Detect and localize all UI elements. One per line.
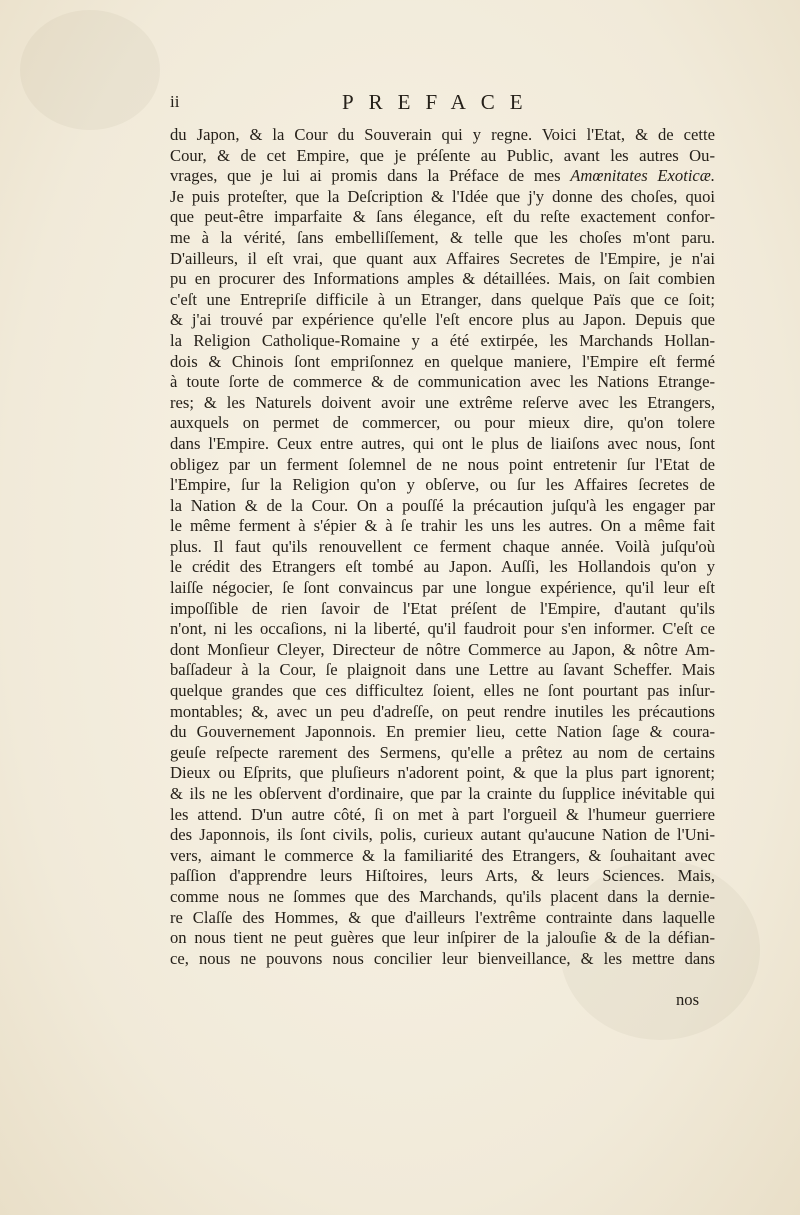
text-line: comme nous ne ſommes que des Marchands, qu'ils placent dans la dernie- [170,886,715,906]
page-header [170,92,715,122]
text-line: dans l'Empire. Ceux entre autres, qui ont le plus de liaiſons avec nous, ſont [170,433,715,453]
text-line: Je puis proteſter, que la Deſcription & l'Idée que j'y donne des choſes, quoi [170,186,715,206]
text-line: vrages, que je lui ai promis dans la Préface de mes Amœnitates Exoticæ. [170,166,716,186]
text-line: paſſion d'apprendre leurs Hiſtoires, leurs Arts, & leurs Sciences. Mais, [170,866,715,886]
text-line: n'ont, ni les occaſions, ni la liberté, qu'il faudroit pour s'en informer. C'eſt ce [170,619,715,639]
text-line: re Claſſe des Hommes, & que d'ailleurs l'extrême contrainte dans laquelle [170,907,715,927]
text-line: baſſadeur à la Cour, ſe plaignoit dans une Lettre au ſavant Scheffer. Mais [170,660,715,680]
text-line: dont Monſieur Cleyer, Directeur de nôtre Commerce au Japon, & nôtre Am- [170,639,715,659]
text-line: res; & les Naturels doivent avoir une extrême reſerve avec les Etrangers, [170,392,715,412]
body-text [170,125,715,969]
text-line: plus. Il faut qu'ils renouvellent ce ferment chaque année. Voilà juſqu'où [170,536,715,556]
text-line: D'ailleurs, il eſt vrai, que quant aux Affaires Secretes de l'Empire, je n'ai [170,248,715,268]
text-line: obligez par un ferment ſolemnel de ne nous point entretenir ſur l'Etat de [170,454,715,474]
catchword: nos [676,990,700,1009]
text-line: Cour, & de cet Empire, que je préſente au Public, avant les autres Ou- [170,145,715,165]
text-line: montables; &, avec un peu d'adreſſe, on peut rendre inutiles les précautions [170,701,715,721]
text-line: l'Empire, ſur la Religion qu'on y obſerve, ou ſur les Affaires ſecretes de [170,475,715,495]
text-line: me à la vérité, ſans embelliſſement, & telle que les choſes m'ont paru. [170,227,715,247]
text-line: la Nation & de la Cour. On a pouſſé la précaution juſqu'à les engager par [170,495,715,515]
text-line: auxquels on permet de commercer, ou pour mieux dire, qu'on tolere [170,413,715,433]
text-line: & j'ai trouvé par expérience qu'elle l'eſt encore plus au Japon. Depuis que [170,310,715,330]
book-title-italic: Amœnitates Exoticæ. [570,166,716,186]
text-line: geuſe reſpecte rarement des Sermens, qu'elle a prêtez au nom de certains [170,742,715,762]
text-line: c'eſt une Entrepriſe difficile à un Etranger, dans quelque Païs que ce ſoit; [170,289,715,309]
text-line: à toute ſorte de commerce & de communication avec les Nations Etrange- [170,372,715,392]
text-line: laiſſe négocier, ſe ſont convaincus par une longue expérience, qu'il leur eſt [170,578,715,598]
text-line: le crédit des Etrangers eſt tombé au Japon. Auſſi, les Hollandois qu'on y [170,557,715,577]
page-number: ii [170,92,180,111]
text-line: des Japonnois, ils ſont civils, polis, curieux autant qu'aucune Nation de l'Uni- [170,825,715,845]
text-line: du Gouvernement Japonnois. En premier lieu, cette Nation ſage & coura- [170,722,715,742]
text-line: les attend. D'un autre côté, ſi on met à part l'orgueil & l'humeur guerriere [170,804,715,824]
text-line: & ils ne les obſervent d'ordinaire, que par la crainte du ſupplice inévitable qui [170,784,715,803]
text-line: ce, nous ne pouvons nous concilier leur bienveillance, & les mettre dans [170,948,715,968]
text-line: quelque grandes que ces difficultez ſoient, elles ne ſont pourtant pas inſur- [170,681,715,701]
text-line: la Religion Catholique-Romaine y a été extirpée, les Marchands Hollan- [170,330,715,350]
text-line: impoſſible de rien ſavoir de l'Etat préſent de l'Empire, d'autant qu'ils [170,598,715,618]
running-head: PREFACE [342,90,538,114]
text-line: pu en procurer des Informations amples & détaillées. Mais, on ſait combien [170,269,715,289]
text-line: le même ferment à s'épier & à ſe trahir les uns les autres. On a même fait [170,516,715,536]
text-line: que peut-être imparfaite & ſans élegance, eſt du reſte exactement confor- [170,207,715,227]
text-line: du Japon, & la Cour du Souverain qui y regne. Voici l'Etat, & de cette [170,125,715,144]
text-line: on nous tient ne peut guères que leur inſpirer de la jalouſie & de la défian- [170,928,715,948]
text-line: dois & Chinois ſont empriſonnez en quelque maniere, l'Empire eſt fermé [170,351,715,371]
text-line: Dieux ou Eſprits, que pluſieurs n'adorent point, & que la plus part ignorent; [170,763,715,783]
text-line: vers, aimant le commerce & la familiarité des Etrangers, & ſouhaitant avec [170,845,715,865]
